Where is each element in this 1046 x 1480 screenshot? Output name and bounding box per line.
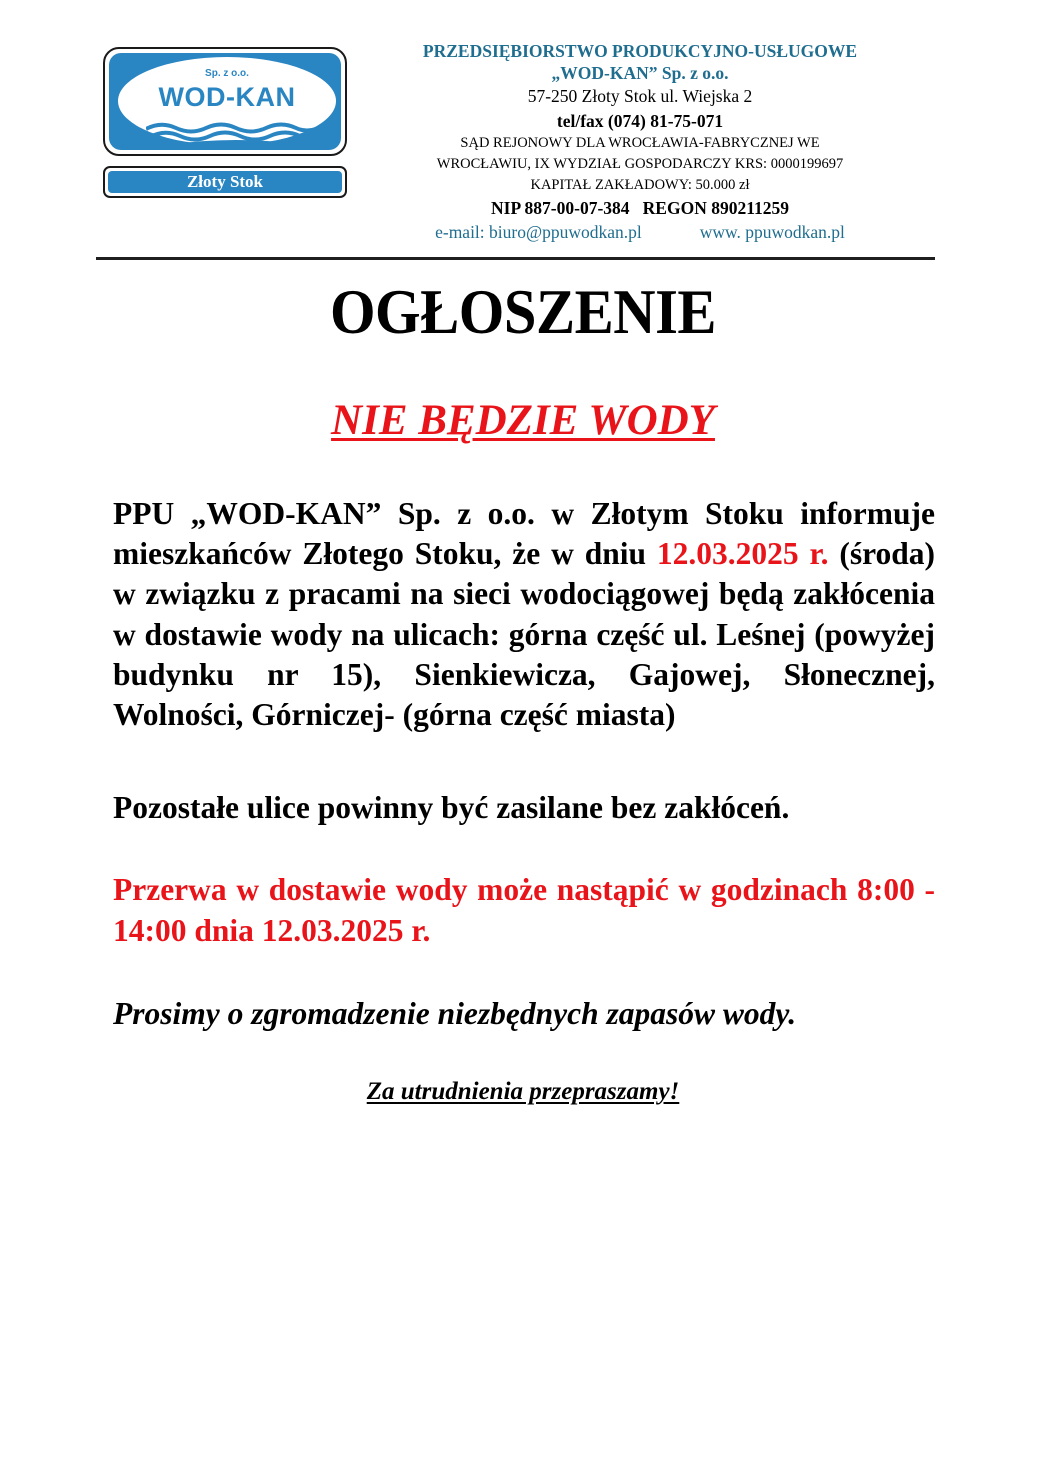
share-capital: KAPITAŁ ZAKŁADOWY: 50.000 zł [530, 177, 750, 193]
body-details: (środa) w związku z pracami na sieci wodociągowej będą zakłócenia w dostawie wody na ulicach: górna część ul. Leśnej (powyżej budynku nr 15), Sienkiewicza, Gajowej, Słonecznej, Wolności, Górniczej- (górna część miasta) [113, 536, 936, 733]
company-letterhead [370, 40, 910, 244]
water-waves-icon [146, 119, 326, 145]
body-intro: PPU „WOD-KAN” Sp. z o.o. w Złotym Stoku informuje mieszkańców Złotego Stoku, że w dniu [113, 496, 935, 572]
court-registration-line1: SĄD REJONOWY DLA WROCŁAWIA-FABRYCZNEJ WE [460, 135, 820, 151]
logo-name: WOD-KAN [158, 82, 296, 112]
water-reserve-request: Prosimy o zgromadzenie niezbędnych zapasów wody. [113, 996, 797, 1031]
company-logo [103, 47, 347, 156]
logo-town: Złoty Stok [108, 171, 342, 193]
contact-line [370, 220, 910, 244]
announcement-title: OGŁOSZENIE [329, 277, 717, 347]
header-divider [96, 257, 935, 260]
court-registration-line2: WROCŁAWIU, IX WYDZIAŁ GOSPODARCZY KRS: 0000199697 [436, 156, 844, 172]
company-phone: tel/fax (074) 81-75-071 [556, 111, 724, 131]
outage-window: Przerwa w dostawie wody może nastąpić w godzinach 8:00 - 14:00 dnia 12.03.2025 r. [113, 872, 935, 948]
logo-company-form: Sp. z o.o. [205, 68, 249, 79]
logo-oval [118, 57, 336, 145]
apology-line [0, 1075, 1046, 1109]
logo-town-plate [103, 166, 347, 198]
email-link[interactable]: e-mail: biuro@ppuwodkan.pl [435, 222, 642, 242]
announcement-headline [0, 392, 1046, 450]
company-address: 57-250 Złoty Stok ul. Wiejska 2 [527, 86, 753, 106]
apology-text: Za utrudnienia przepraszamy! [366, 1078, 680, 1105]
headline-text: NIE BĘDZIE WODY [331, 397, 715, 444]
tax-identifiers: NIP 887-00-07-384 REGON 890211259 [491, 198, 789, 218]
company-name: „WOD-KAN” Sp. z o.o. [551, 63, 729, 83]
logo-badge [109, 53, 341, 150]
outage-date: 12.03.2025 r. [656, 536, 829, 572]
other-streets-note: Pozostałe ulice powinny być zasilane bez zakłóceń. [113, 790, 790, 825]
announcement-body [113, 494, 935, 735]
company-type: PRZEDSIĘBIORSTWO PRODUKCYJNO-USŁUGOWE [422, 41, 858, 61]
website-link[interactable]: www. ppuwodkan.pl [699, 222, 845, 242]
